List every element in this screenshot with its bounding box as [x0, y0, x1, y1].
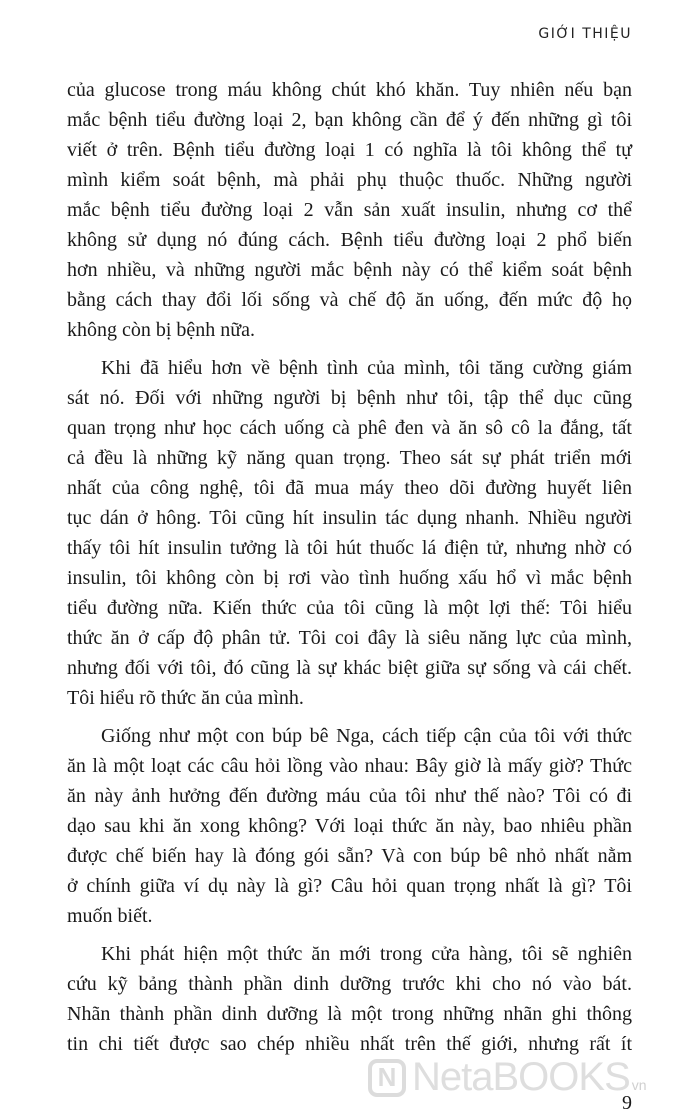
- text-line: thức ăn ở cấp độ phân tử. Tôi coi đây là siêu năng lực của mình,: [67, 627, 632, 649]
- text-line: nhưng đối với tôi, đó cũng là sự khác biệt giữa sự sống và cái chết.: [67, 657, 632, 679]
- text-line: ăn là một loạt các câu hỏi lồng vào nhau: Bây giờ là mấy giờ? Thức: [67, 755, 632, 777]
- text-line: nhất của công nghệ, tôi đã mua máy theo dõi đường huyết liên: [67, 477, 632, 499]
- text-line: Khi phát hiện một thức ăn mới trong cửa hàng, tôi sẽ nghiên: [101, 943, 632, 965]
- paragraph: [67, 75, 632, 345]
- paragraph: [67, 721, 632, 931]
- text-line: dạo sau khi ăn xong không? Với loại thức ăn này, bao nhiêu phần: [67, 815, 632, 837]
- text-line: được chế biến hay là đóng gói sẵn? Và con búp bê nhỏ nhất nằm: [67, 845, 632, 867]
- text-line: tiểu đường nữa. Kiến thức của tôi cũng là một lợi thế: Tôi hiểu: [67, 597, 632, 619]
- text-line: insulin, tôi không còn bị rơi vào tình huống xấu hổ vì mắc bệnh: [67, 567, 632, 589]
- text-line: không sử dụng nó đúng cách. Bệnh tiểu đường loại 2 phổ biến: [67, 229, 632, 251]
- watermark-logo-icon: N: [368, 1059, 406, 1097]
- text-line: tin chi tiết được sao chép nhiều nhất trên thế giới, nhưng rất ít: [67, 1033, 632, 1055]
- text-line: không còn bị bệnh nữa.: [67, 319, 256, 341]
- text-line: cả đều là những kỹ năng quan trọng. Theo sát sự phát triển mới: [67, 447, 632, 469]
- watermark-suffix: vn: [631, 1076, 647, 1093]
- text-line: ở chính giữa ví dụ này là gì? Câu hỏi quan trọng nhất là gì? Tôi: [67, 875, 632, 897]
- text-line: bằng cách thay đổi lối sống và chế độ ăn uống, đến mức độ họ: [67, 289, 632, 311]
- text-line: mắc bệnh tiểu đường loại 2 vẫn sản xuất insulin, nhưng cơ thể: [67, 199, 632, 221]
- page-body: [67, 75, 632, 1067]
- text-line: Khi đã hiểu hơn về bệnh tình của mình, tôi tăng cường giám: [101, 357, 632, 379]
- text-line: mình kiểm soát bệnh, mà phải phụ thuộc thuốc. Những người: [67, 169, 632, 191]
- text-line: thấy tôi hít insulin tưởng là tôi hút thuốc lá điện tử, nhưng nhờ có: [67, 537, 632, 559]
- text-line: cứu kỹ bảng thành phần dinh dưỡng trước khi cho nó vào bát.: [67, 973, 632, 995]
- text-line: mắc bệnh tiểu đường loại 2, bạn không cần để ý đến những gì tôi: [67, 109, 632, 131]
- text-line: Nhãn thành phần dinh dưỡng là một trong những nhãn ghi thông: [67, 1003, 632, 1025]
- watermark: [368, 1055, 647, 1100]
- text-line: Giống như một con búp bê Nga, cách tiếp cận của tôi với thức: [101, 725, 632, 747]
- text-line: muốn biết.: [67, 905, 153, 927]
- text-line: hơn nhiều, và những người mắc bệnh này có thể kiểm soát bệnh: [67, 259, 632, 281]
- text-line: tục dán ở hông. Tôi cũng hít insulin tác dụng nhanh. Nhiều người: [67, 507, 632, 529]
- running-header: GIỚI THIỆU: [538, 26, 632, 42]
- text-line: Tôi hiểu rõ thức ăn của mình.: [67, 687, 304, 709]
- text-line: viết ở trên. Bệnh tiểu đường loại 1 có nghĩa là tôi không thể tự: [67, 139, 632, 161]
- watermark-text: NetaBOOKS: [412, 1055, 630, 1099]
- paragraph: [67, 939, 632, 1059]
- text-line: sát nó. Đối với những người bị bệnh như tôi, tập thể dục cũng: [67, 387, 632, 409]
- text-line: ăn này ảnh hưởng đến đường máu của tôi như thế nào? Tôi có đi: [67, 785, 632, 807]
- text-line: quan trọng như học cách uống cà phê đen và ăn sô cô la đắng, tất: [67, 417, 632, 439]
- text-line: của glucose trong máu không chút khó khăn. Tuy nhiên nếu bạn: [67, 79, 632, 101]
- page-number: 9: [622, 1092, 632, 1114]
- paragraph: [67, 353, 632, 713]
